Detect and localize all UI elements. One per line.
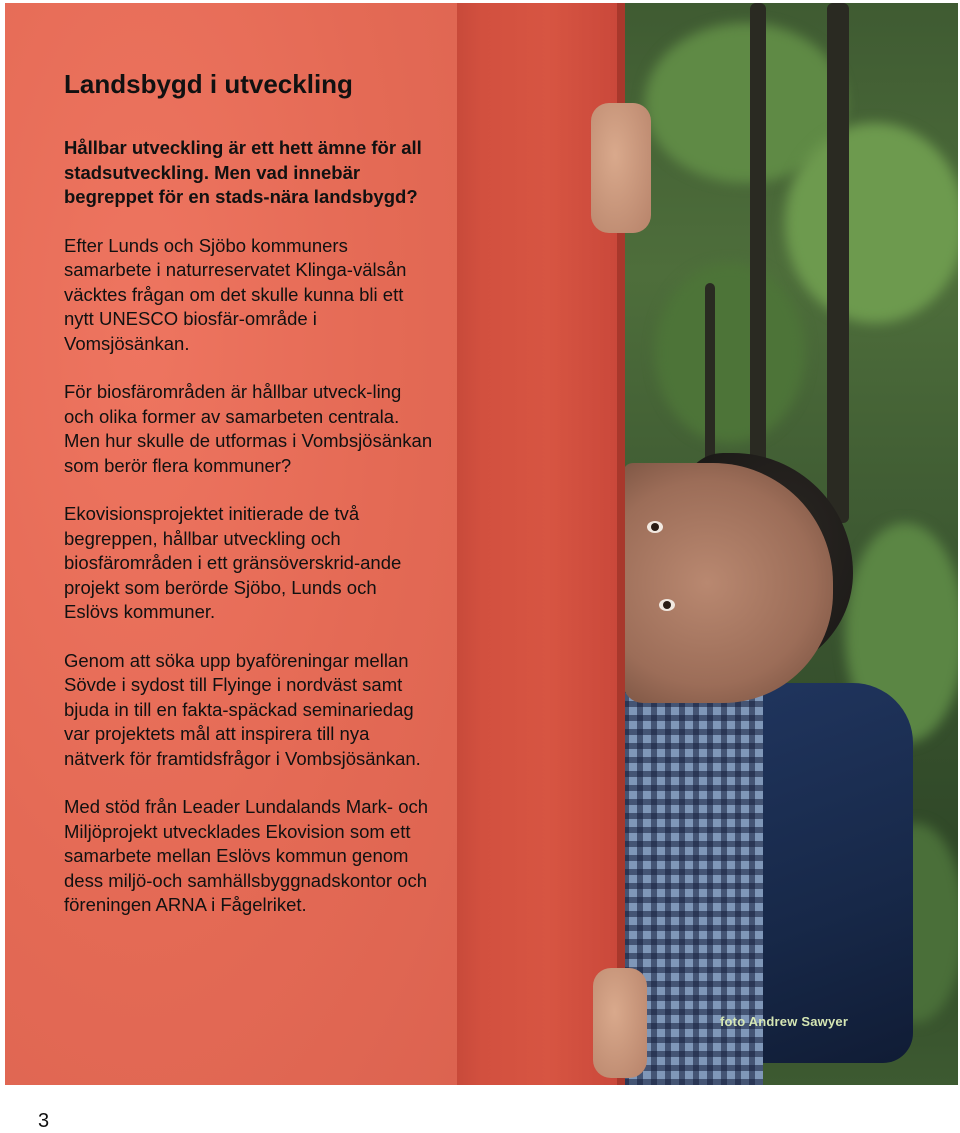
page-title: Landsbygd i utveckling xyxy=(64,69,353,99)
lead-paragraph: Hållbar utveckling är ett hett ämne för all stadsutveckling. Men vad innebär begreppet för en stads-nära landsbygd? xyxy=(64,137,422,207)
hand-top xyxy=(591,103,651,233)
page-number: 3 xyxy=(38,1110,50,1132)
person xyxy=(623,443,923,1085)
article-text xyxy=(64,68,434,942)
body-paragraph: Med stöd från Leader Lundalands Mark- och Miljöprojekt utvecklades Ekovision som ett samarbete mellan Eslövs kommun genom dess miljö-och samhällsbyggnadskontor och föreningen ARNA i Fågelriket. xyxy=(64,796,429,915)
body-paragraph: Ekovisionsprojektet initierade de två begreppen, hållbar utveckling och biosfärområden i ett gränsöverskrid-ande projekt som berörde Sjöbo, Lunds och Eslövs kommuner. xyxy=(64,503,402,622)
eye xyxy=(647,521,663,533)
tree-trunk xyxy=(750,3,766,463)
body-paragraph: För biosfärområden är hållbar utveck-ling och olika former av samarbeten centrala. Men hur skulle de utformas i Vombsjösänkan som berör flera kommuner? xyxy=(64,381,433,476)
foliage xyxy=(655,263,805,443)
eye xyxy=(659,599,675,611)
hand-bottom xyxy=(593,968,647,1078)
body-paragraph: Genom att söka upp byaföreningar mellan Sövde i sydost till Flyinge i nordväst samt bjuda in till en fakta-späckad seminariedag var projektets mål att inspirera till nya nätverk för framtidsfrågor i Vombsjösänkan. xyxy=(64,649,421,769)
body-paragraph: Efter Lunds och Sjöbo kommuners samarbete i naturreservatet Klinga-välsån väcktes frågan om det skulle kunna bli ett nytt UNESCO biosfär-område i Vomsjösänkan. xyxy=(64,234,407,354)
foliage xyxy=(785,123,958,323)
photo-credit: foto Andrew Sawyer xyxy=(720,1014,849,1029)
